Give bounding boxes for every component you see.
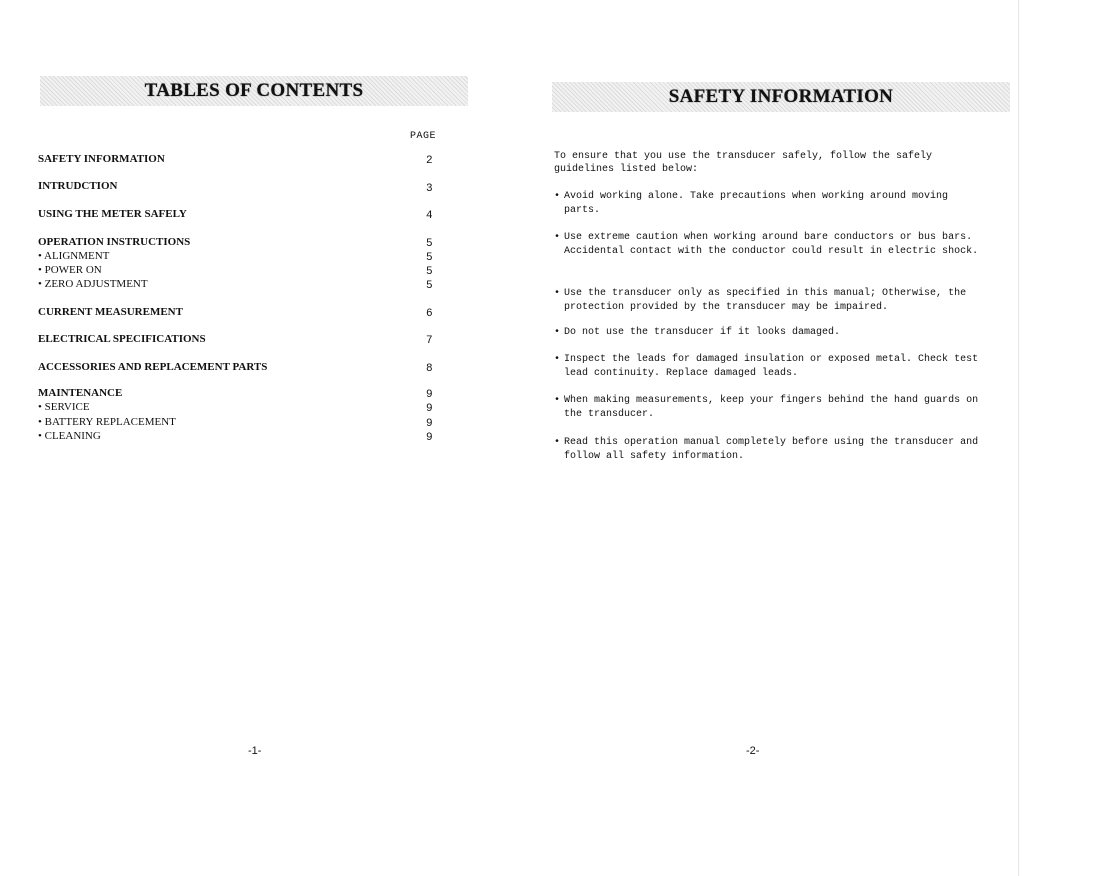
bullet-dot: • [554, 232, 561, 243]
toc-page-battery-replacement: 9 [426, 418, 433, 430]
toc-page-current-measurement: 6 [426, 308, 433, 320]
toc-entry-electrical-specs: ELECTRICAL SPECIFICATIONS [38, 333, 206, 345]
toc-sub-zero-adjustment: • ZERO ADJUSTMENT [38, 278, 148, 290]
toc-sub-power-on: • POWER ON [38, 264, 102, 276]
safety-heading-banner [552, 82, 1010, 112]
toc-page-electrical-specs: 7 [426, 335, 433, 347]
toc-page-accessories: 8 [426, 363, 433, 375]
toc-page-safety: 2 [426, 155, 433, 167]
toc-entry-operation: OPERATION INSTRUCTIONS [38, 236, 191, 248]
toc-entry-using-meter: USING THE METER SAFELY [38, 208, 187, 220]
safety-bullet-7: • Read this operation manual completely before using the transducer and follow all safety information. [554, 437, 979, 462]
toc-page-operation: 5 [426, 238, 433, 250]
toc-page-using-meter: 4 [426, 210, 433, 222]
toc-entry-introduction: INTRUDCTION [38, 180, 118, 192]
safety-bullet-1: • Avoid working alone. Take precautions when working around moving parts. [554, 191, 949, 216]
safety-bullet-6: • When making measurements, keep your fingers behind the hand guards on the transducer. [554, 395, 979, 420]
safety-bullet-2: • Use extreme caution when working around bare conductors or bus bars. Accidental contact with the conductor could result in electric shock. [554, 232, 979, 257]
toc-sub-battery-replacement: • BATTERY REPLACEMENT [38, 416, 176, 428]
toc-sub-alignment: • ALIGNMENT [38, 250, 110, 262]
safety-title: SAFETY INFORMATION [668, 86, 894, 107]
bullet-dot: • [554, 288, 561, 299]
toc-sub-service: • SERVICE [38, 401, 90, 413]
safety-bullet-5: • Inspect the leads for damaged insulation or exposed metal. Check test lead continuity. Replace damaged leads. [554, 354, 979, 379]
toc-page-power-on: 5 [426, 266, 433, 278]
right-page [520, 0, 1020, 876]
safety-bullet-4: • Do not use the transducer if it looks damaged. [554, 327, 841, 338]
toc-entry-maintenance: MAINTENANCE [38, 387, 123, 399]
bullet-dot: • [554, 191, 561, 202]
toc-page-cleaning: 9 [426, 432, 433, 444]
page-number-left: -1- [248, 745, 262, 757]
toc-page-maintenance: 9 [426, 389, 433, 401]
bullet-dot: • [554, 354, 561, 365]
bullet-dot: • [554, 327, 561, 338]
toc-page-introduction: 3 [426, 183, 433, 195]
toc-entry-safety: SAFETY INFORMATION [38, 153, 165, 165]
toc-heading-banner [40, 76, 468, 106]
toc-entry-current-measurement: CURRENT MEASUREMENT [38, 306, 183, 318]
left-page [0, 0, 520, 876]
toc-page-alignment: 5 [426, 252, 433, 264]
toc-title: TABLES OF CONTENTS [144, 80, 364, 101]
toc-sub-cleaning: • CLEANING [38, 430, 101, 442]
bullet-dot: • [554, 437, 561, 448]
safety-bullet-3: • Use the transducer only as specified in this manual; Otherwise, the protection provided by the transducer may be impaired. [554, 288, 967, 313]
safety-intro: To ensure that you use the transducer safely, follow the safely guidelines listed below: [554, 151, 933, 175]
page-column-header: PAGE [410, 131, 437, 142]
toc-page-service: 9 [426, 403, 433, 415]
bullet-dot: • [554, 395, 561, 406]
toc-entry-accessories: ACCESSORIES AND REPLACEMENT PARTS [38, 361, 268, 373]
page-number-right: -2- [746, 745, 760, 757]
toc-page-zero-adjustment: 5 [426, 280, 433, 292]
